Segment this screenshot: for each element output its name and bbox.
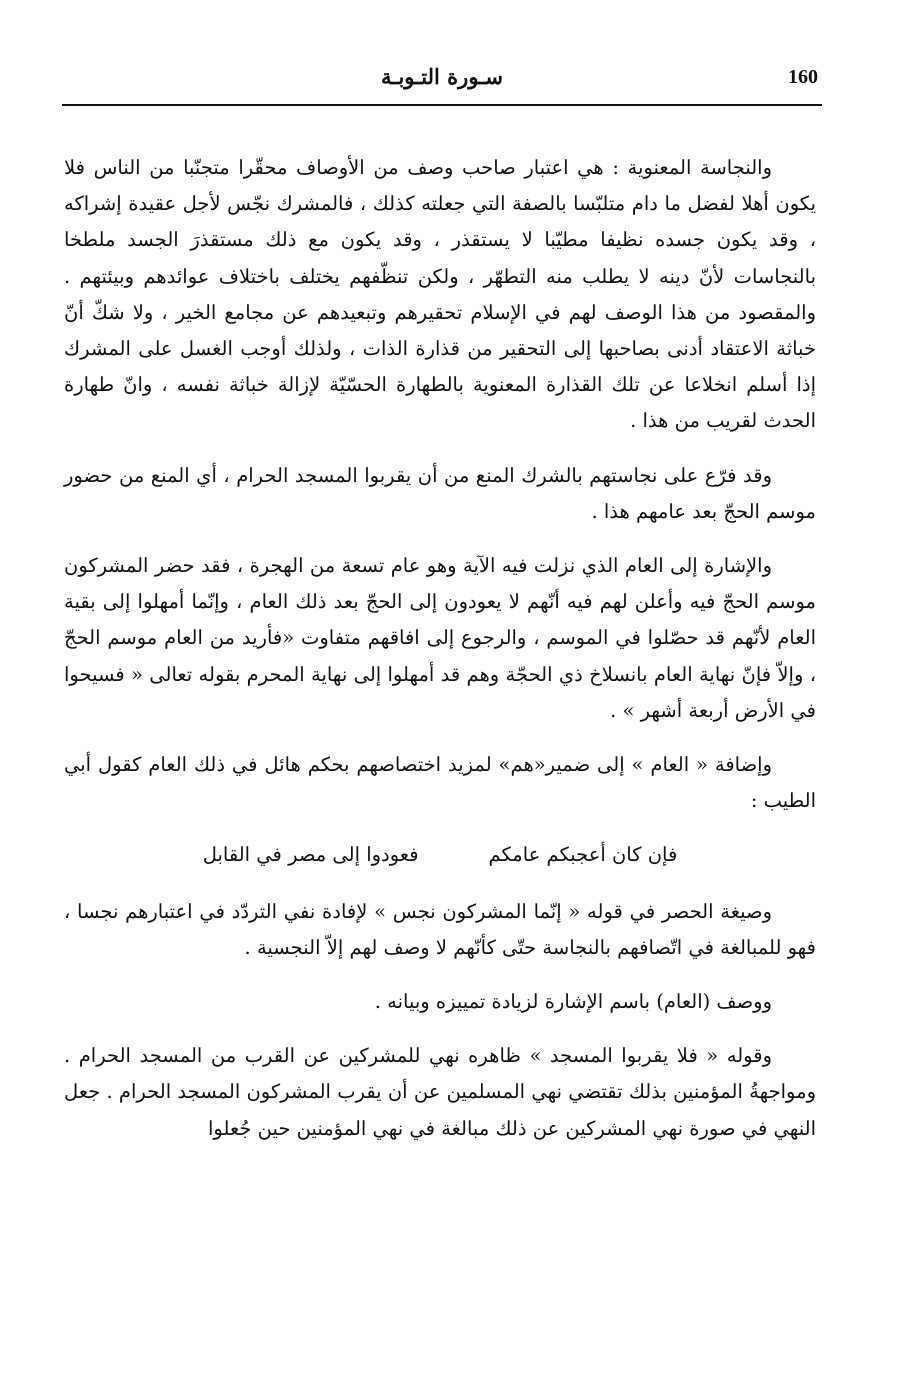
page-body (64, 150, 816, 1165)
poetry-verse (64, 837, 816, 873)
paragraph-impurity: والنجاسة المعنوية : هي اعتبار صاحب وصف من الأوصاف محقّرا متجنّبا من الناس فلا يكون أهلا لفضل ما دام متلبّسا بالصفة التي جعلته كذلك ، فالمشرك نجّس لأجل عقيدة إشراكه ، وقد يكون جسده نظيفا مطيّبا لا يستقذر ، وقد يكون مع ذلك مستقذرَ الجسد ملطخا بالنجاسات لأنّ دينه لا يطلب منه التطهّر ، ولكن تنظّفهم يختلف باختلاف عوائدهم وبيئتهم . والمقصود من هذا الوصف لهم في الإسلام تحقيرهم وتبعيدهم عن مجامع الخير ، ولا شكّ أنّ خباثة الاعتقاد أدنى بصاحبها إلى التحقير من قذارة الذات ، ولذلك أوجب الغسل على المشرك إذا أسلم انخلاعا عن تلك القذارة المعنوية بالطهارة الحسّيّة لإزالة خباثة نفسه ، وانّ طهارة الحدث لقريب من هذا . (64, 156, 816, 433)
running-title: سـورة التـوبـة (381, 64, 503, 89)
paragraph-prohibition: وقد فرّع على نجاستهم بالشرك المنع من أن يقربوا المسجد الحرام ، أي المنع من حضور موسم الحجّ بعد عامهم هذا . (64, 463, 816, 523)
verse-second-hemistich: فعودوا إلى مصر في القابل (202, 843, 419, 867)
page-header (62, 60, 822, 104)
header-rule (62, 104, 822, 106)
page-number: 160 (788, 66, 818, 88)
paragraph-demonstrative: ووصف (العام) باسم الإشارة لزيادة تمييزه وبيانه . (374, 990, 772, 1014)
verse-first-hemistich: فإن كان أعجبكم عامكم (488, 843, 678, 867)
paragraph-address: وقوله « فلا يقربوا المسجد » ظاهره نهي للمشركين عن القرب من المسجد الحرام . ومواجهةُ المؤمنين بذلك تقتضي نهي المسلمين عن أن يقرب المشركون المسجد الحرام . جعل النهي في صورة نهي المشركين عن ذلك مبالغة في نهي المؤمنين حين جُعلوا (64, 1044, 816, 1140)
paragraph-annexation: وإضافة « العام » إلى ضمير«هم» لمزيد اختصاصهم بحكم هائل في ذلك العام كقول أبي الطيب : (64, 753, 816, 813)
paragraph-restriction: وصيغة الحصر في قوله « إنّما المشركون نجس » لإفادة نفي التردّد في اعتبارهم نجسا ، فهو للمبالغة في اتّصافهم بالنجاسة حتّى كأنّهم لا وصف لهم إلاّ النجسية . (64, 899, 816, 959)
paragraph-year-reference: والإشارة إلى العام الذي نزلت فيه الآية وهو عام تسعة من الهجرة ، فقد حضر المشركون موسم الحجّ فيه وأعلن لهم فيه أنّهم لا يعودون إلى الحجّ بعد ذلك العام ، وإنّما أمهلوا إلى بقية العام لأنّهم قد حصّلوا في الموسم ، والرجوع إلى افاقهم متفاوت «فأريد من العام موسم الحجّ ، وإلاّ فإنّ نهاية العام بانسلاخ ذي الحجّة وهم قد أمهلوا إلى نهاية المحرم بقوله تعالى « فسيحوا في الأرض أربعة أشهر » . (64, 554, 816, 722)
